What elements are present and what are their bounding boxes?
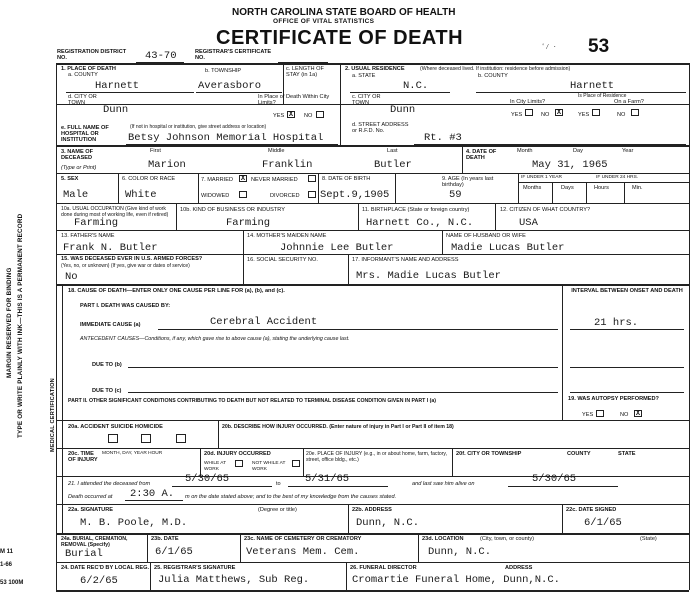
under-24-hours-label: IF UNDER 24 HRS. <box>596 175 639 180</box>
burial-location-value: Dunn, N.C. <box>428 546 492 558</box>
never-married-checkbox[interactable] <box>308 175 316 182</box>
part-2-label: PART II. OTHER SIGNIFICANT CONDITIONS CONTRIBUTING TO DEATH BUT NOT RELATED TO TERMINAL DISEASE CONDITION GIVEN IN PART I (a) <box>68 398 436 404</box>
birthplace-label: 11. BIRTHPLACE (State or foreign country) <box>362 207 470 213</box>
industry-value: Farming <box>226 217 271 229</box>
birth-date-value: Sept.9,1905 <box>320 189 390 201</box>
attended-from-label: 21. I attended the deceased from <box>68 481 151 487</box>
signature-label: 22a. SIGNATURE <box>68 507 113 513</box>
due-to-b-label: DUE TO (b) <box>92 362 122 368</box>
spouse-name-value: Madie Lucas Butler <box>451 242 565 254</box>
office-heading: OFFICE OF VITAL STATISTICS <box>273 18 375 25</box>
months-label: Months <box>523 185 542 191</box>
residence-farm-label: On a Farm? <box>614 99 644 105</box>
residence-farm-no-label: NO <box>617 112 626 118</box>
sex-label: 5. SEX <box>61 176 79 182</box>
injury-county-label: COUNTY <box>567 451 591 457</box>
residence-city-value: Dunn <box>390 104 416 116</box>
death-day-label: Day <box>573 148 583 154</box>
father-name-label: 13. FATHER'S NAME <box>61 233 115 239</box>
residence-limits-yes-checkbox[interactable] <box>525 109 533 116</box>
registrar-signature-label: 25. REGISTRAR'S SIGNATURE <box>154 565 236 571</box>
certificate-title: CERTIFICATE OF DEATH <box>216 27 464 49</box>
residence-farm-yes-label: YES <box>578 112 590 118</box>
medical-certification-label: MEDICAL CERTIFICATION <box>50 378 56 452</box>
informant-value: Mrs. Madie Lucas Butler <box>356 270 501 282</box>
middle-name-value: Franklin <box>262 159 313 171</box>
cemetery-label: 23c. NAME OF CEMETERY OR CREMATORY <box>244 536 362 542</box>
under-1-year-label: IF UNDER 1 YEAR <box>521 175 562 180</box>
usual-residence-label: 2. USUAL RESIDENCE <box>345 66 405 72</box>
last-saw-value: 5/30/65 <box>532 473 577 485</box>
citizen-label: 12. CITIZEN OF WHAT COUNTRY? <box>500 207 591 213</box>
death-limits-yes-label: YES <box>273 113 285 119</box>
stamp-number: 53 <box>588 36 610 57</box>
last-name-value: Butler <box>374 159 412 171</box>
funeral-director-value: Cromartie Funeral Home, Dunn,N.C. <box>352 574 560 586</box>
date-received-value: 6/2/65 <box>80 575 118 587</box>
armed-forces-note: (Yes, no, or unknown) (If yes, give war or dates of service) <box>61 263 190 269</box>
interval-value: 21 hrs. <box>594 317 639 329</box>
burial-location-note: (City, town, or county) <box>480 536 534 542</box>
married-label: 7. MARRIED <box>201 177 234 183</box>
burial-date-value: 6/1/65 <box>155 546 193 558</box>
social-security-label: 16. SOCIAL SECURITY NO. <box>247 257 318 263</box>
degree-label: (Degree or title) <box>258 507 297 513</box>
death-month-label: Month <box>517 148 533 154</box>
date-signed-value: 6/1/65 <box>584 517 622 529</box>
form-number-2: 1-66 <box>0 562 13 568</box>
death-limits-no-checkbox[interactable] <box>316 111 324 118</box>
registrar-signature-value: Julia Matthews, Sub Reg. <box>158 574 310 586</box>
residence-county-label: b. COUNTY <box>478 73 508 79</box>
date-of-death-label: 4. DATE OF DEATH <box>466 149 497 161</box>
date-of-death-value: May 31, 1965 <box>532 159 608 171</box>
deceased-name-label: 3. NAME OF DECEASED <box>61 149 94 161</box>
burial-value: Burial <box>65 548 103 560</box>
age-label: 9. AGE (In years last birthday) <box>442 176 494 188</box>
funeral-director-address-label: ADDRESS <box>505 565 533 571</box>
widowed-label: WIDOWED <box>201 193 230 199</box>
age-value: 59 <box>449 189 462 201</box>
usual-residence-note: (Where deceased lived. If institution: residence before admission) <box>420 66 571 72</box>
registration-district-value: 43-70 <box>145 50 177 62</box>
death-township-label: b. TOWNSHIP <box>205 68 242 74</box>
birthplace-value: Harnett Co., N.C. <box>366 217 474 229</box>
hospital-note: (If not in hospital or institution, give street address or location) <box>130 124 267 130</box>
ink-note: TYPE OR WRITE PLAINLY WITH INK—THIS IS A PERMANENT RECORD <box>17 213 24 438</box>
residence-city-label: c. CITY OR TOWN <box>352 94 381 106</box>
injury-city-label: 20f. CITY OR TOWNSHIP <box>456 451 522 457</box>
injury-occurred-label: 20d. INJURY OCCURRED <box>204 451 271 457</box>
physician-address-value: Dunn, N.C. <box>356 517 420 529</box>
time-of-injury-label: 20c. TIME OF INJURY <box>68 451 98 463</box>
residence-city-limits-label: In City Limits? <box>510 99 546 105</box>
immediate-cause-value: Cerebral Accident <box>210 316 318 328</box>
board-heading: NORTH CAROLINA STATE BOARD OF HEALTH <box>232 7 456 18</box>
burial-date-label: 23b. DATE <box>151 536 179 542</box>
birth-date-label: 8. DATE OF BIRTH <box>322 176 371 182</box>
physician-signature-value: M. B. Poole, M.D. <box>80 517 188 529</box>
time-of-injury-sublabel: MONTH, DAY, YEAR HOUR <box>102 451 163 456</box>
widowed-checkbox[interactable] <box>239 191 247 198</box>
minutes-label: Min. <box>632 185 643 191</box>
color-race-value: White <box>125 189 157 201</box>
deceased-name-note: (Type or Print) <box>61 165 97 171</box>
place-of-residence-label: Is Place of Residence <box>578 93 627 99</box>
autopsy-no-label: NO <box>620 412 629 418</box>
length-of-stay-label: c. LENGTH OF STAY (in 1a) <box>286 66 324 78</box>
burial-label: 24a. BURIAL, CREMATION, REMOVAL (Specify) <box>61 536 128 548</box>
spouse-name-label: NAME OF HUSBAND OR WIFE <box>446 233 526 239</box>
death-city-label: d. CITY OR TOWN <box>68 94 97 106</box>
hours-label: Hours <box>594 185 609 191</box>
attended-to-label: to <box>276 481 281 487</box>
accident-checkbox[interactable] <box>108 434 118 443</box>
attended-to-value: 5/31/65 <box>305 473 350 485</box>
residence-limits-yes-label: YES <box>511 112 523 118</box>
first-name-value: Marion <box>148 159 186 171</box>
occupation-label: 10a. USUAL OCCUPATION (Give kind of work done during most of working life, even if retired) <box>61 206 169 218</box>
residence-street-label: d. STREET ADDRESS or R.F.D. No. <box>352 122 409 134</box>
suicide-checkbox[interactable] <box>141 434 151 443</box>
hospital-label: e. FULL NAME OF HOSPITAL OR INSTITUTION <box>61 125 109 143</box>
residence-state-label: a. STATE <box>352 73 376 79</box>
accident-suicide-homicide-label: 20a. ACCIDENT SUICIDE HOMICIDE <box>68 424 163 430</box>
residence-limits-no-checkbox[interactable]: X <box>556 109 562 117</box>
citizen-value: USA <box>519 217 538 229</box>
cause-of-death-label: 18. CAUSE OF DEATH—ENTER ONLY ONE CAUSE PER LINE FOR (a), (b), and (c). <box>68 288 285 294</box>
never-married-label: NEVER MARRIED <box>251 177 298 183</box>
divorced-checkbox[interactable] <box>308 191 316 198</box>
days-label: Days <box>561 185 574 191</box>
industry-label: 10b. KIND OF BUSINESS OR INDUSTRY <box>180 207 285 213</box>
injury-state-label: STATE <box>618 451 636 457</box>
death-year-label: Year <box>622 148 634 154</box>
antecedent-causes-label: ANTECEDENT CAUSES—Conditions, if any, which gave rise to above cause (a), stating the underlying cause last. <box>80 336 350 342</box>
informant-label: 17. INFORMANT'S NAME AND ADDRESS <box>352 257 459 263</box>
death-time-value: 2:30 A. <box>130 488 175 500</box>
binding-note: MARGIN RESERVED FOR BINDING <box>6 267 13 378</box>
burial-location-state-label: (State) <box>640 536 657 542</box>
married-checkbox[interactable]: X <box>240 175 246 183</box>
death-county-label: a. COUNTY <box>68 72 98 78</box>
sex-value: Male <box>63 189 89 201</box>
residence-farm-no-checkbox[interactable] <box>631 109 639 116</box>
date-received-label: 24. DATE REC'D BY LOCAL REG. <box>61 565 150 571</box>
describe-injury-label: 20b. DESCRIBE HOW INJURY OCCURRED. (Enter nature of injury in Part I or Part II of item 18) <box>222 424 454 430</box>
due-to-c-label: DUE TO (c) <box>92 388 122 394</box>
residence-farm-yes-checkbox[interactable] <box>592 109 600 116</box>
residence-state-value: N.C. <box>403 80 429 92</box>
last-name-label: Last <box>387 148 398 154</box>
physician-address-label: 22b. ADDRESS <box>352 507 392 513</box>
death-limits-no-label: NO <box>304 113 313 119</box>
within-limits-label: In Place of Death Within City Limits? <box>258 94 330 106</box>
last-saw-label: and last saw him alive on <box>412 481 475 487</box>
color-race-label: 6. COLOR OR RACE <box>122 176 176 182</box>
place-of-injury-label: 20e. PLACE OF INJURY (e.g., in or about home, farm, factory, street, office bldg., etc.) <box>306 451 447 463</box>
autopsy-yes-checkbox[interactable] <box>596 410 604 417</box>
stamp-marks: ʻ⁄ ‧ <box>541 44 556 52</box>
father-name-value: Frank N. Butler <box>63 242 158 254</box>
date-signed-label: 22c. DATE SIGNED <box>566 507 617 513</box>
homicide-checkbox[interactable] <box>176 434 186 443</box>
mother-name-label: 14. MOTHER'S MAIDEN NAME <box>247 233 327 239</box>
death-county-value: Harnett <box>95 80 140 92</box>
armed-forces-label: 15. WAS DECEASED EVER IN U.S. ARMED FORCES? <box>61 256 203 262</box>
form-number-1: M 11 <box>0 549 14 555</box>
middle-name-label: Middle <box>268 148 285 154</box>
autopsy-no-checkbox[interactable]: X <box>635 410 641 418</box>
not-while-at-work-checkbox[interactable] <box>292 460 300 467</box>
death-occurred-suffix: m on the date stated above; and to the best of my knowledge from the causes stated. <box>185 494 397 500</box>
first-name-label: First <box>150 148 161 154</box>
registration-district-label: REGISTRATION DISTRICT NO. <box>57 49 127 61</box>
autopsy-yes-label: YES <box>582 412 594 418</box>
immediate-cause-label: IMMEDIATE CAUSE (a) <box>80 322 141 328</box>
while-at-work-checkbox[interactable] <box>235 460 243 467</box>
registrar-certificate-label: REGISTRAR'S CERTIFICATE NO. <box>195 49 272 61</box>
form-number-3: 53 100M <box>0 580 24 586</box>
armed-forces-value: No <box>65 271 78 283</box>
occupation-value: Farming <box>74 217 119 229</box>
residence-street-value: Rt. #3 <box>424 132 462 144</box>
burial-location-label: 23d. LOCATION <box>422 536 464 542</box>
not-while-at-work-label: NOT WHILE AT WORK <box>252 461 286 472</box>
autopsy-label: 19. WAS AUTOPSY PERFORMED? <box>568 396 659 402</box>
death-city-value: Dunn <box>103 104 129 116</box>
hospital-value: Betsy Johnson Memorial Hospital <box>128 133 324 144</box>
death-occurred-label: Death occurred at <box>68 494 113 500</box>
attended-from-value: 5/30/65 <box>185 473 230 485</box>
funeral-director-label: 26. FUNERAL DIRECTOR <box>350 565 417 571</box>
mother-name-value: Johnnie Lee Butler <box>280 242 394 254</box>
cemetery-value: Veterans Mem. Cem. <box>246 546 360 558</box>
death-township-value: Averasboro <box>198 80 262 92</box>
death-limits-yes-checkbox[interactable]: X <box>288 111 294 119</box>
place-of-death-label: 1. PLACE OF DEATH <box>61 66 116 72</box>
while-at-work-label: WHILE AT WORK <box>204 461 226 472</box>
divorced-label: DIVORCED <box>270 193 300 199</box>
residence-county-value: Harnett <box>570 80 615 92</box>
interval-label: INTERVAL BETWEEN ONSET AND DEATH <box>571 288 683 294</box>
part-1-label: PART I. DEATH WAS CAUSED BY: <box>80 303 171 309</box>
residence-limits-no-label: NO <box>541 112 550 118</box>
